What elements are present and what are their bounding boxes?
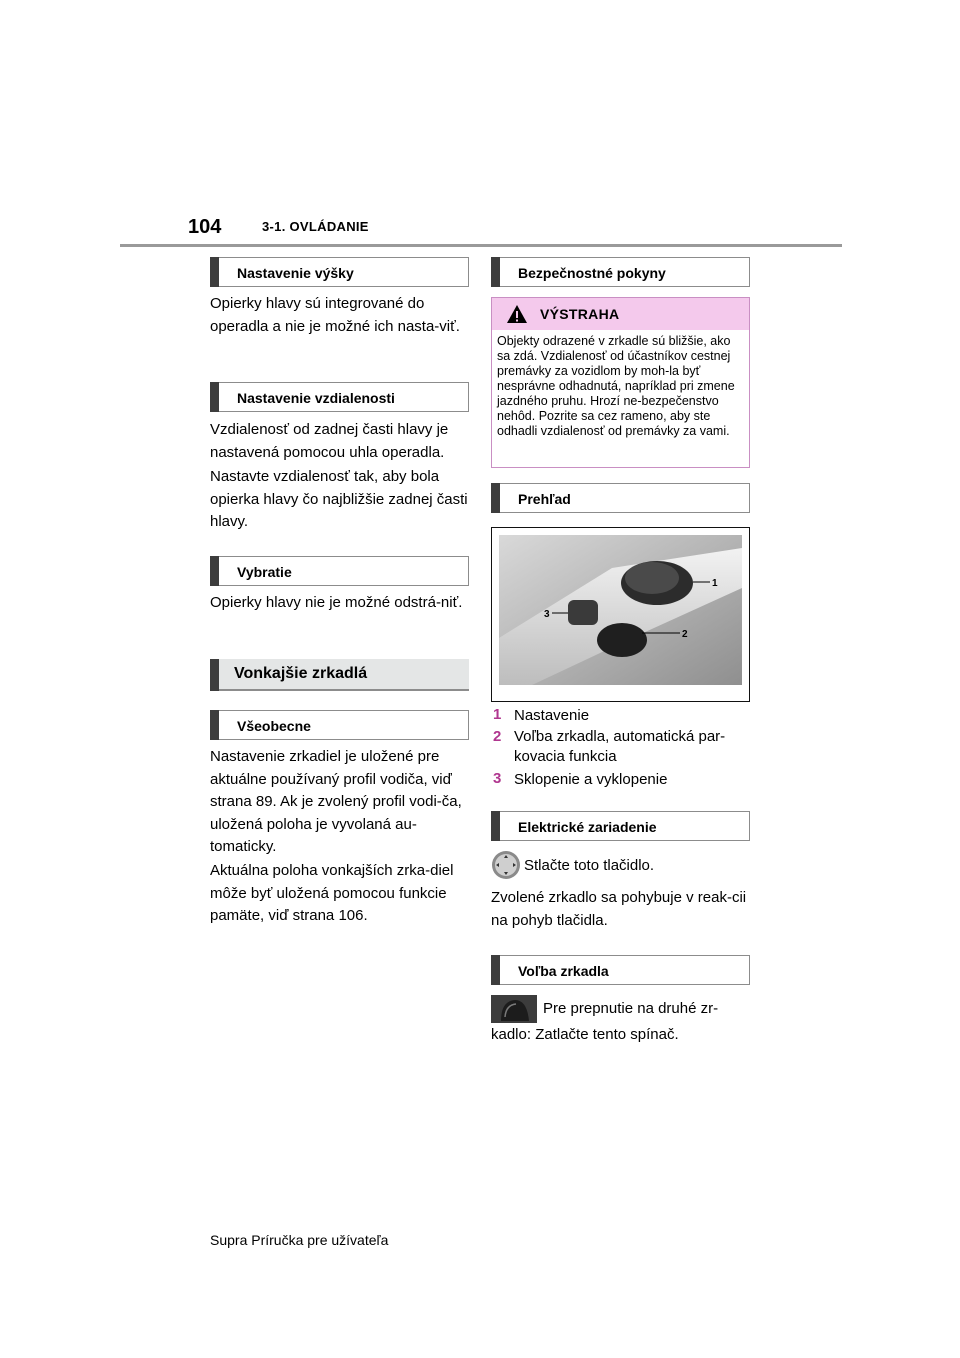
- callout-1: 1: [712, 578, 718, 589]
- section-title: Prehľad: [518, 491, 571, 507]
- legend-number: 1: [493, 706, 502, 723]
- footer-text: Supra Príručka pre užívateľa: [210, 1232, 389, 1248]
- warning-box: [491, 297, 750, 468]
- callout-2: 2: [682, 629, 688, 640]
- warning-title: VÝSTRAHA: [540, 306, 620, 322]
- section-header-height: [210, 257, 469, 287]
- section-title: Vybratie: [237, 564, 292, 580]
- callout-3: 3: [544, 609, 550, 620]
- section-title: Vonkajšie zrkadlá: [234, 665, 368, 682]
- page-number: 104: [188, 216, 222, 238]
- section-marker: [210, 659, 219, 691]
- warning-triangle-icon: [506, 304, 528, 324]
- paragraph: Opierky hlavy nie je možné odstrá-niť.: [210, 594, 463, 611]
- legend-number: 2: [493, 728, 502, 745]
- warning-text: Objekty odrazené v zrkadle sú bližšie, ako sa zdá. Vzdialenosť od účastníkov cestnej premávky za vozidlom by moh-la byť nesprávne odhadnutá, napríklad pri zmene jazdného pruhu. Hrozí ne-bezpečenstvo nehôd. Pozrite sa cez rameno, aby ste odhadli vzdialenosť od premávky za vami.: [497, 334, 735, 438]
- mirror-adjust-button-icon: [491, 850, 521, 880]
- paragraph: Vzdialenosť od zadnej časti hlavy je nastavená pomocou uhla operadla.: [210, 421, 449, 461]
- section-header-electric: [491, 811, 750, 841]
- paragraph: Zvolené zrkadlo sa pohybuje v reak-cii na pohyb tlačidla.: [491, 889, 747, 929]
- legend-number: 3: [493, 770, 502, 787]
- paragraph: Nastavenie zrkadiel je uložené pre aktuálne používaný profil vodiča, viď strana 89. Ak je zvolený profil vodi-ča, uložená poloha je vyvolaná au-tomaticky.: [210, 748, 462, 855]
- warning-header: [492, 298, 749, 330]
- section-marker: [210, 710, 219, 740]
- section-header-distance: [210, 382, 469, 412]
- section-header-removal: [210, 556, 469, 586]
- paragraph: Pre prepnutie na druhé zr-: [543, 1000, 719, 1017]
- section-title: Bezpečnostné pokyny: [518, 265, 666, 281]
- mirror-controls-illustration: [492, 528, 749, 701]
- paragraph: Nastavte vzdialenosť tak, aby bola opierka hlavy čo najbližšie zadnej časti hlavy.: [210, 468, 468, 530]
- paragraph: Opierky hlavy sú integrované do operadla a nie je možné ich nasta-viť.: [210, 295, 460, 335]
- mirror-controls-photo: [491, 527, 750, 702]
- paragraph: Aktuálna poloha vonkajších zrka-diel môže byť uložená pomocou funkcie pamäte, viď strana 106.: [210, 862, 454, 924]
- chapter-header-mirrors: [210, 659, 469, 691]
- section-title: Elektrické zariadenie: [518, 819, 657, 835]
- section-title: Voľba zrkadla: [518, 963, 609, 979]
- legend-text: Sklopenie a vyklopenie: [514, 771, 668, 788]
- section-marker: [491, 811, 500, 841]
- section-header-mirror-select: [491, 955, 750, 985]
- section-header-overview: [491, 483, 750, 513]
- mirror-select-switch-icon: [491, 995, 537, 1023]
- paragraph: kadlo: Zatlačte tento spínač.: [491, 1026, 679, 1043]
- section-header-safety: [491, 257, 750, 287]
- legend-text: Nastavenie: [514, 707, 590, 724]
- section-title: Nastavenie vzdialenosti: [237, 390, 395, 406]
- section-marker: [491, 955, 500, 985]
- section-title: Všeobecne: [237, 718, 311, 734]
- section-marker: [210, 556, 219, 586]
- section-marker: [491, 257, 500, 287]
- chapter-title: 3-1. OVLÁDANIE: [262, 219, 369, 234]
- section-title: Nastavenie výšky: [237, 265, 354, 281]
- section-marker: [491, 483, 500, 513]
- header-rule: [120, 244, 842, 247]
- section-marker: [210, 382, 219, 412]
- paragraph: Stlačte toto tlačidlo.: [524, 857, 655, 874]
- section-header-general: [210, 710, 469, 740]
- legend-text: Voľba zrkadla, automatická par-kovacia funkcia: [514, 728, 726, 765]
- section-marker: [210, 257, 219, 287]
